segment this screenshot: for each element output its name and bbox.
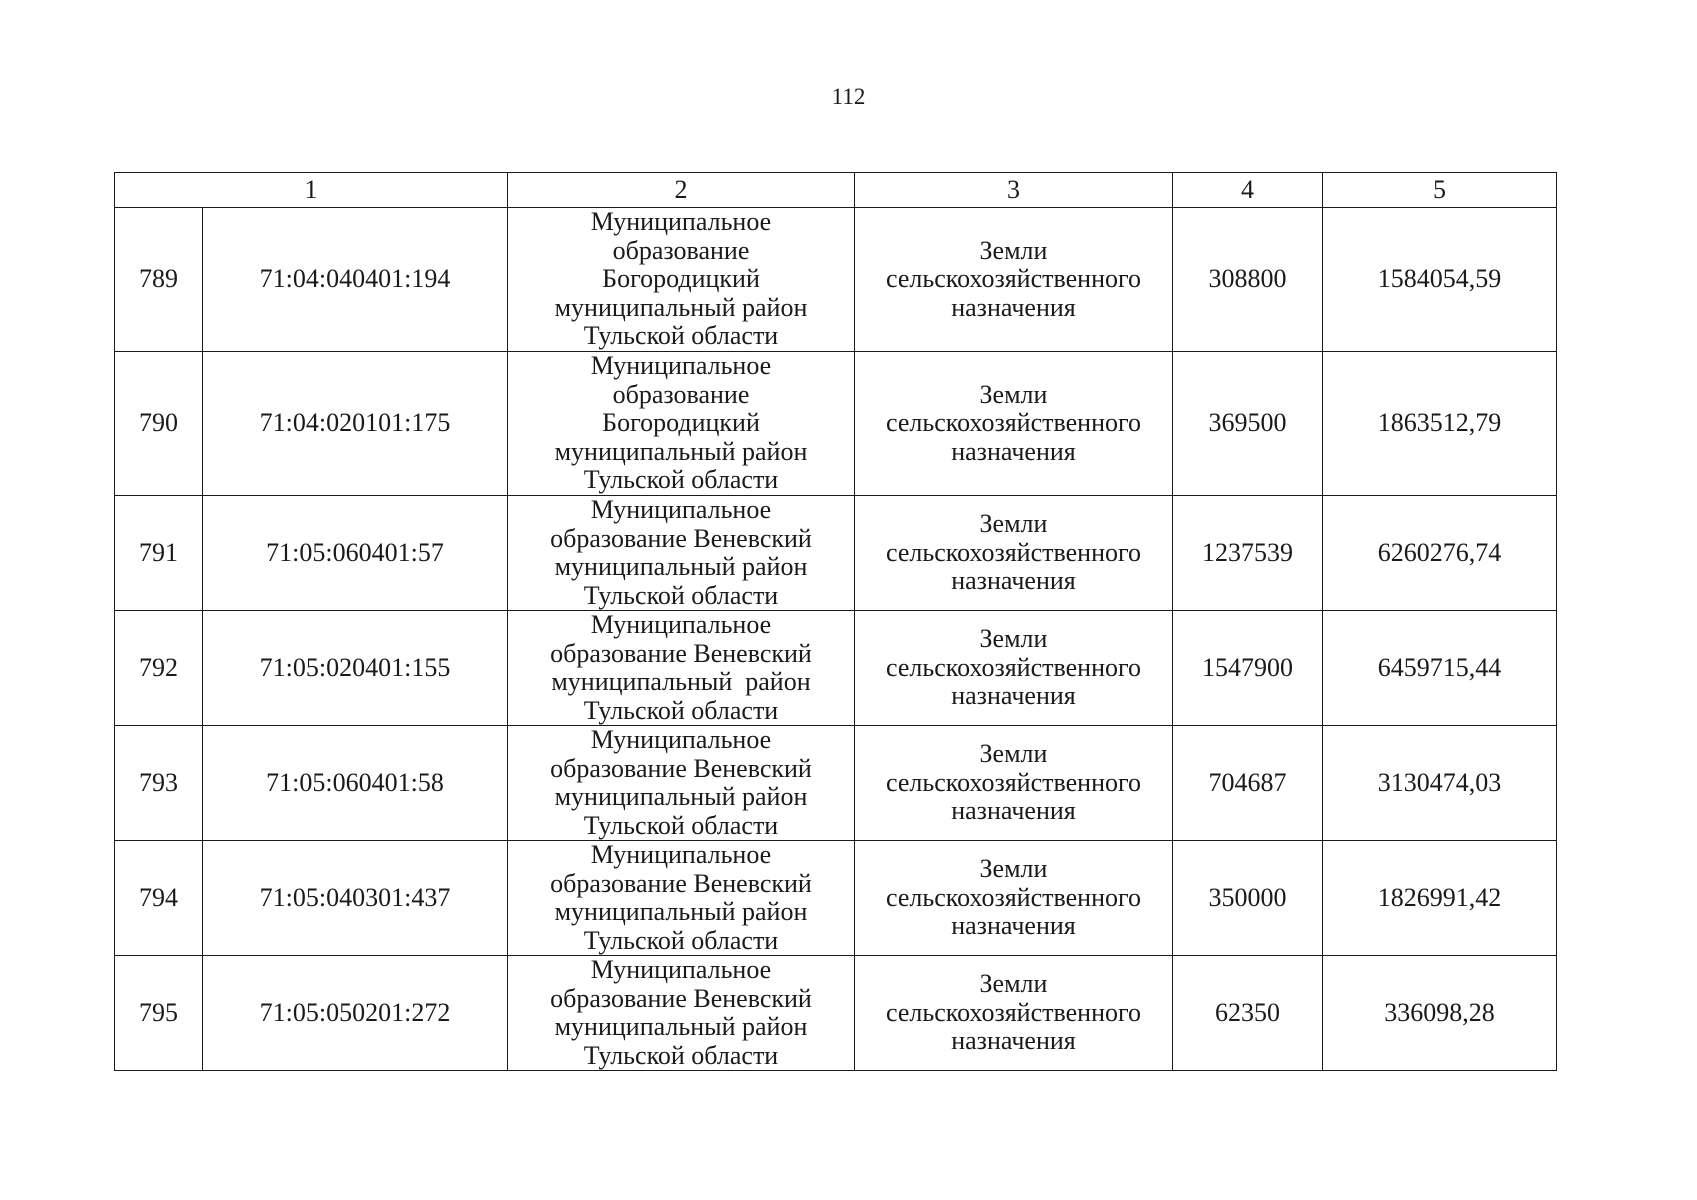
owner-line: Тульской области	[583, 1040, 779, 1070]
owner-line: образование	[612, 235, 750, 265]
land-category-line: Земли	[979, 739, 1048, 769]
land-category-line: Земли	[979, 624, 1048, 654]
land-category-line: сельскохозяйственного	[886, 767, 1141, 797]
header-cell-3: 3	[855, 173, 1173, 208]
row-number: 795	[115, 956, 203, 1071]
land-category-cell	[855, 352, 1173, 496]
land-category-cell	[855, 841, 1173, 956]
land-category-line: сельскохозяйственного	[886, 997, 1141, 1027]
cadastral-number: 71:04:020101:175	[203, 352, 508, 496]
owner-line: Муниципальное	[590, 955, 772, 984]
owner-line: Муниципальное	[590, 207, 772, 237]
owner-cell	[508, 956, 855, 1071]
row-number: 791	[115, 496, 203, 611]
owner-line: Муниципальное	[590, 495, 772, 524]
header-cell-5: 5	[1323, 173, 1557, 208]
land-category-line: назначения	[951, 436, 1076, 466]
owner-cell	[508, 841, 855, 956]
cadastral-number: 71:05:040301:437	[203, 841, 508, 956]
row-number: 793	[115, 726, 203, 841]
cadastral-number: 71:05:060401:58	[203, 726, 508, 841]
owner-line: образование Веневский	[550, 868, 812, 898]
land-category-line: сельскохозяйственного	[886, 537, 1141, 567]
area-value: 308800	[1173, 208, 1323, 352]
header-cell-4: 4	[1173, 173, 1323, 208]
owner-line: муниципальный район	[554, 436, 808, 466]
land-category-line: Земли	[979, 509, 1048, 539]
land-category-line: назначения	[951, 292, 1076, 322]
land-plots-table	[114, 172, 1557, 1071]
table-row	[115, 841, 1557, 956]
land-category-line: сельскохозяйственного	[886, 882, 1141, 912]
cadastral-value: 6260276,74	[1323, 496, 1557, 611]
land-category-line: назначения	[951, 566, 1076, 596]
cadastral-number: 71:05:020401:155	[203, 611, 508, 726]
table-header-row	[115, 173, 1557, 208]
owner-line: образование	[612, 379, 750, 409]
area-value: 704687	[1173, 726, 1323, 841]
land-category-line: сельскохозяйственного	[886, 652, 1141, 682]
owner-line: образование Веневский	[550, 983, 812, 1013]
owner-line: муниципальный район	[554, 897, 808, 926]
owner-line: муниципальный район	[554, 1012, 808, 1041]
owner-line: Тульской области	[583, 695, 779, 725]
cadastral-value: 1584054,59	[1323, 208, 1557, 352]
owner-line: Богородицкий	[602, 264, 760, 294]
owner-line: образование Веневский	[550, 523, 812, 553]
owner-line: Тульской области	[583, 810, 779, 840]
land-category-line: Земли	[979, 379, 1048, 409]
header-cell-1: 1	[115, 173, 508, 208]
cadastral-number: 71:05:050201:272	[203, 956, 508, 1071]
owner-line: муниципальный район	[554, 782, 808, 811]
owner-line: Тульской области	[583, 321, 779, 351]
cadastral-value: 6459715,44	[1323, 611, 1557, 726]
area-value: 62350	[1173, 956, 1323, 1071]
owner-cell	[508, 208, 855, 352]
land-category-line: назначения	[951, 796, 1076, 826]
owner-line: муниципальный район	[551, 667, 811, 696]
land-category-line: сельскохозяйственного	[886, 408, 1141, 438]
land-category-cell	[855, 726, 1173, 841]
area-value: 369500	[1173, 352, 1323, 496]
owner-cell	[508, 496, 855, 611]
land-category-line: назначения	[951, 911, 1076, 941]
area-value: 1237539	[1173, 496, 1323, 611]
owner-cell	[508, 726, 855, 841]
owner-cell	[508, 352, 855, 496]
owner-line: Тульской области	[583, 465, 779, 495]
area-value: 1547900	[1173, 611, 1323, 726]
cadastral-value: 1826991,42	[1323, 841, 1557, 956]
land-category-cell	[855, 208, 1173, 352]
table-row	[115, 956, 1557, 1071]
row-number: 792	[115, 611, 203, 726]
owner-line: Тульской области	[583, 925, 779, 955]
cadastral-value: 1863512,79	[1323, 352, 1557, 496]
table-row	[115, 496, 1557, 611]
page-number: 112	[831, 84, 866, 109]
owner-line: муниципальный район	[554, 292, 808, 322]
owner-line: Муниципальное	[590, 725, 772, 754]
owner-cell	[508, 611, 855, 726]
owner-line: образование Веневский	[550, 638, 812, 668]
owner-line: Муниципальное	[590, 351, 772, 381]
owner-line: Муниципальное	[590, 840, 772, 869]
table-row	[115, 611, 1557, 726]
owner-line: Муниципальное	[590, 610, 772, 639]
area-value: 350000	[1173, 841, 1323, 956]
header-cell-2: 2	[508, 173, 855, 208]
land-category-line: Земли	[979, 235, 1048, 265]
land-category-cell	[855, 611, 1173, 726]
owner-line: муниципальный район	[554, 552, 808, 581]
row-number: 789	[115, 208, 203, 352]
cadastral-number: 71:05:060401:57	[203, 496, 508, 611]
row-number: 790	[115, 352, 203, 496]
table-row	[115, 208, 1557, 352]
cadastral-value: 336098,28	[1323, 956, 1557, 1071]
land-category-cell	[855, 496, 1173, 611]
owner-line: образование Веневский	[550, 753, 812, 783]
owner-line: Тульской области	[583, 580, 779, 610]
land-category-line: Земли	[979, 969, 1048, 999]
land-category-line: назначения	[951, 681, 1076, 711]
row-number: 794	[115, 841, 203, 956]
cadastral-number: 71:04:040401:194	[203, 208, 508, 352]
land-category-line: назначения	[951, 1026, 1076, 1056]
table-row	[115, 352, 1557, 496]
land-category-cell	[855, 956, 1173, 1071]
table-row	[115, 726, 1557, 841]
land-category-line: Земли	[979, 854, 1048, 884]
land-category-line: сельскохозяйственного	[886, 264, 1141, 294]
cadastral-value: 3130474,03	[1323, 726, 1557, 841]
owner-line: Богородицкий	[602, 408, 760, 438]
